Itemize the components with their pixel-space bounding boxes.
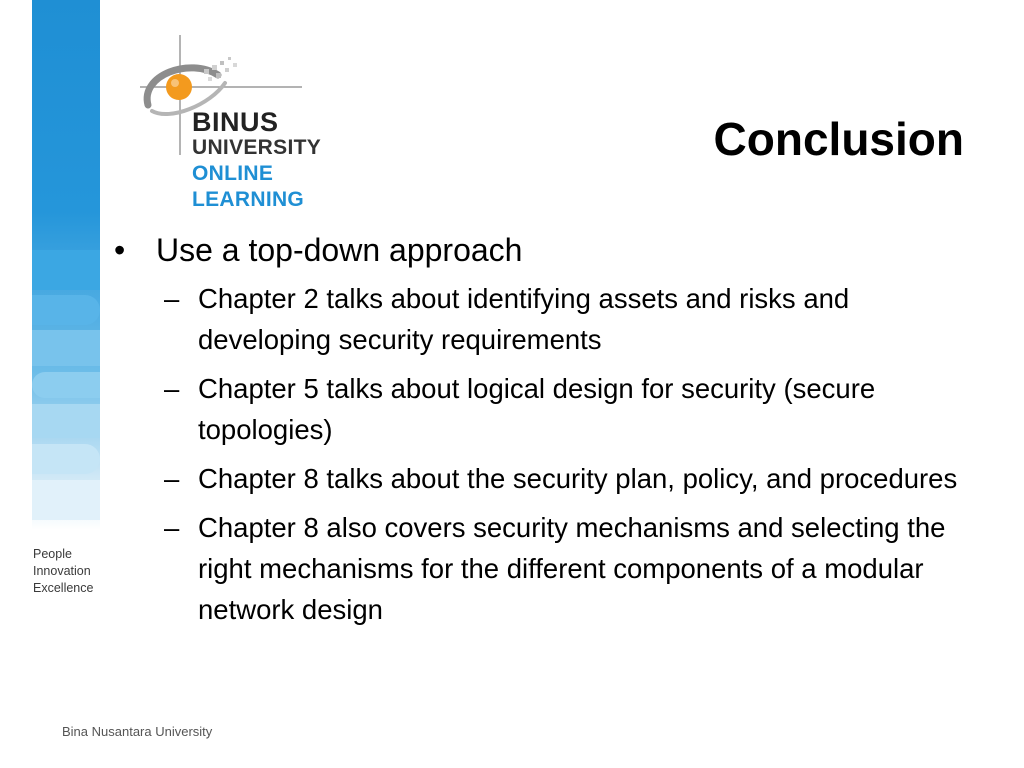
sub-bullet-marker: – [164,283,180,314]
side-decoration-strip [32,0,100,530]
logo-text-online: ONLINE [192,162,274,185]
sub-bullet-text: Chapter 8 talks about the security plan, policy, and procedures [198,463,958,494]
decor-tile [32,444,100,474]
decor-tile [32,404,100,438]
tagline [33,546,93,597]
sub-bullet-item [164,278,982,360]
bullet-marker: • [114,232,126,268]
decor-tile [32,295,100,325]
sub-bullet-list [164,278,982,630]
sub-bullet-marker: – [164,463,180,494]
slide-title: Conclusion [713,113,964,165]
logo-wordmark [192,109,321,213]
sub-bullet-item [164,368,982,450]
binus-logo [130,35,330,220]
sub-bullet-item [164,458,982,499]
footer-text: Bina Nusantara University [62,724,213,739]
logo-text-university: UNIVERSITY [192,136,322,159]
decor-tile [32,330,100,366]
logo-text-binus: BINUS [192,107,279,137]
decor-tile [32,372,100,398]
tagline-line: Excellence [33,581,94,595]
bullet-text: Use a top-down approach [156,232,523,268]
sub-bullet-marker: – [164,512,180,543]
sub-bullet-text: Chapter 8 also covers security mechanisms and selecting the right mechanisms for the different components of a modular network design [198,512,946,625]
tagline-line: Innovation [33,564,91,578]
tagline-line: People [33,547,72,561]
sub-bullet-text: Chapter 5 talks about logical design for security (secure topologies) [198,373,876,445]
bullet-item [112,228,982,272]
sub-bullet-item [164,507,982,630]
sub-bullet-marker: – [164,373,180,404]
decor-tile [32,480,100,520]
slide-content [112,228,982,638]
decor-tile [32,250,100,290]
sub-bullet-text: Chapter 2 talks about identifying assets and risks and developing security requirements [198,283,850,355]
logo-text-learning: LEARNING [192,188,305,211]
